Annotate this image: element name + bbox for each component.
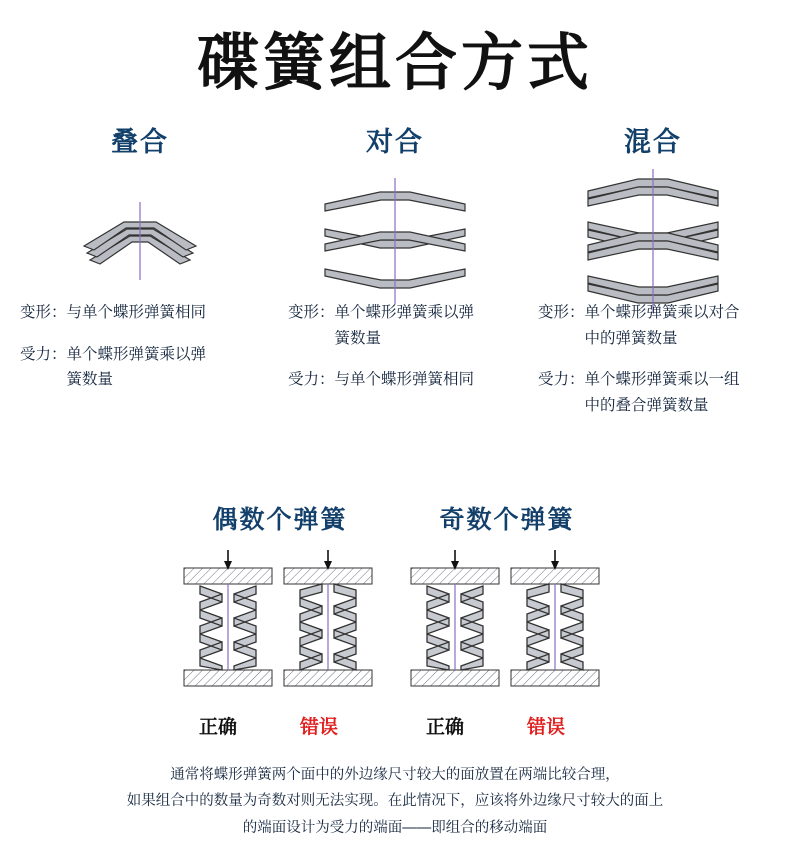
section2-heading-odd: 奇数个弹簧 bbox=[439, 506, 575, 534]
note-value: 单个蝶形弹簧乘以弹簧数量 bbox=[66, 345, 207, 389]
figure-even-springs bbox=[178, 550, 383, 700]
combination-types-row bbox=[0, 120, 790, 420]
note-key: 受力： bbox=[20, 345, 67, 363]
figure-stacked bbox=[15, 165, 265, 315]
label-correct-odd: 正确 bbox=[426, 717, 465, 738]
figure-odd-springs bbox=[405, 550, 610, 700]
label-correct-even: 正确 bbox=[199, 717, 238, 738]
label-wrong-odd: 错误 bbox=[527, 717, 566, 738]
column-mixed bbox=[528, 120, 778, 414]
page-title: 碟簧组合方式 bbox=[196, 29, 593, 98]
footer-note bbox=[0, 762, 790, 842]
notes-stacked bbox=[20, 300, 260, 393]
note-value: 单个蝶形弹簧乘以一组中的叠合弹簧数量 bbox=[584, 371, 740, 414]
note-key: 受力： bbox=[538, 371, 585, 389]
label-wrong-even: 错误 bbox=[300, 717, 339, 738]
notes-mixed bbox=[538, 300, 783, 418]
column-stacked bbox=[15, 120, 265, 389]
note-value: 与单个蝶形弹簧相同 bbox=[334, 371, 475, 389]
notes-series bbox=[288, 300, 518, 393]
note-key: 变形： bbox=[20, 304, 67, 322]
note-key: 变形： bbox=[538, 304, 585, 322]
column-mixed-title: 混合 bbox=[624, 127, 682, 158]
footer-line-2: 如果组合中的数量为奇数对则无法实现。在此情况下，应该将外边缘尺寸较大的面上 bbox=[126, 793, 664, 810]
note-value: 单个蝶形弹簧乘以对合中的弹簧数量 bbox=[584, 304, 740, 347]
note-key: 变形： bbox=[288, 304, 335, 322]
column-stacked-title: 叠合 bbox=[111, 127, 169, 158]
figure-mixed bbox=[528, 165, 778, 315]
footer-line-1: 通常将蝶形弹簧两个面中的外边缘尺寸较大的面放置在两端比较合理， bbox=[170, 766, 620, 783]
note-key: 受力： bbox=[288, 371, 335, 389]
note-value: 单个蝶形弹簧乘以弹簧数量 bbox=[334, 304, 475, 347]
note-value: 与单个蝶形弹簧相同 bbox=[66, 304, 207, 322]
section2-heading-even: 偶数个弹簧 bbox=[212, 506, 348, 534]
column-series bbox=[270, 120, 520, 389]
footer-line-3: 的端面设计为受力的端面——即组合的移动端面 bbox=[242, 820, 548, 837]
column-series-title: 对合 bbox=[366, 127, 424, 158]
figure-series bbox=[270, 165, 520, 315]
